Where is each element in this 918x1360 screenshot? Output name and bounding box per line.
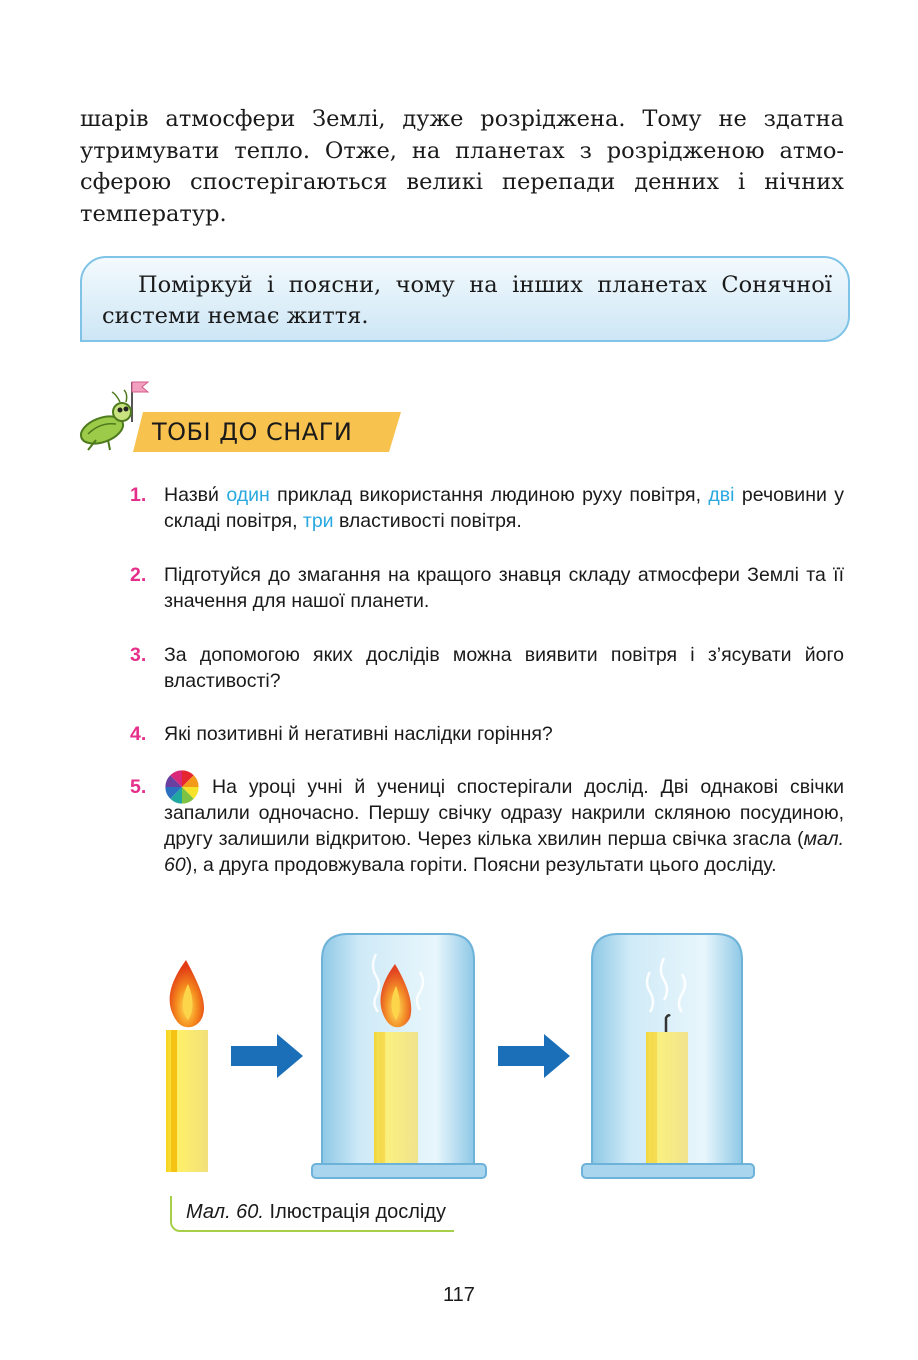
arrow-right-icon bbox=[498, 1034, 570, 1078]
task-number: 4. bbox=[130, 723, 147, 745]
page-number: 117 bbox=[443, 1284, 475, 1306]
caption-ref: Мал. 60. bbox=[186, 1201, 264, 1223]
arrow-right-icon bbox=[231, 1034, 303, 1078]
figure-reference: мал. 60 bbox=[164, 828, 844, 876]
highlight-word: дві bbox=[708, 484, 735, 506]
task-item bbox=[130, 562, 844, 614]
task-text: Які позитивні й негативні наслідки горіння? bbox=[164, 723, 553, 745]
candle-experiment-illustration bbox=[0, 920, 918, 1190]
candle-under-jar-extinguished-icon bbox=[582, 934, 754, 1178]
section-title: ТОБІ ДО СНАГИ bbox=[152, 418, 353, 446]
task-text: Назви́ один приклад використання людиною руху повітря, дві речовини у складі повітря, три властивості повітря. bbox=[164, 484, 845, 532]
task-item bbox=[130, 642, 844, 694]
task-number: 2. bbox=[130, 564, 147, 586]
task-number: 3. bbox=[130, 644, 147, 666]
task-item bbox=[130, 482, 844, 534]
think-box: Поміркуй і поясни, чому на інших планетах Сонячної системи немає життя. bbox=[80, 256, 850, 342]
intro-paragraph: шарів атмосфери Землі, дуже розріджена. Тому не здатна утримувати тепло. Отже, на планетах з розрідженою атмосферою спостерігаються великі перепади денних і нічних температур. bbox=[80, 106, 844, 227]
task-text: На уроці учні й учениці спостерігали дослід. Дві однакові свічки запалили одночасно. Першу свічку одразу накрили скляною посудиною, другу залишили відкритою. Через кілька хвилин перша свічка згасла (мал. 60), а друга продовжувала горіти. Поясни результати цього досліду. bbox=[164, 776, 844, 876]
highlight-word: один bbox=[226, 484, 270, 506]
task-item bbox=[130, 774, 844, 878]
task-text: За допомогою яких дослідів можна виявити повітря і з’ясувати його властивості? bbox=[164, 644, 844, 692]
task-number: 1. bbox=[130, 484, 147, 506]
lit-candle-icon bbox=[166, 960, 208, 1172]
figure-caption bbox=[170, 1196, 454, 1232]
color-wheel-icon bbox=[163, 768, 201, 806]
candle-under-jar-burning-icon bbox=[312, 934, 486, 1178]
caption-text: Ілюстрація досліду bbox=[263, 1201, 447, 1223]
task-text: Підготуйся до змагання на кращого знавця складу атмосфери Землі та її значення для нашої планети. bbox=[164, 564, 844, 612]
task-item bbox=[130, 721, 844, 747]
highlight-word: три bbox=[302, 510, 334, 532]
task-number: 5. bbox=[130, 776, 147, 798]
